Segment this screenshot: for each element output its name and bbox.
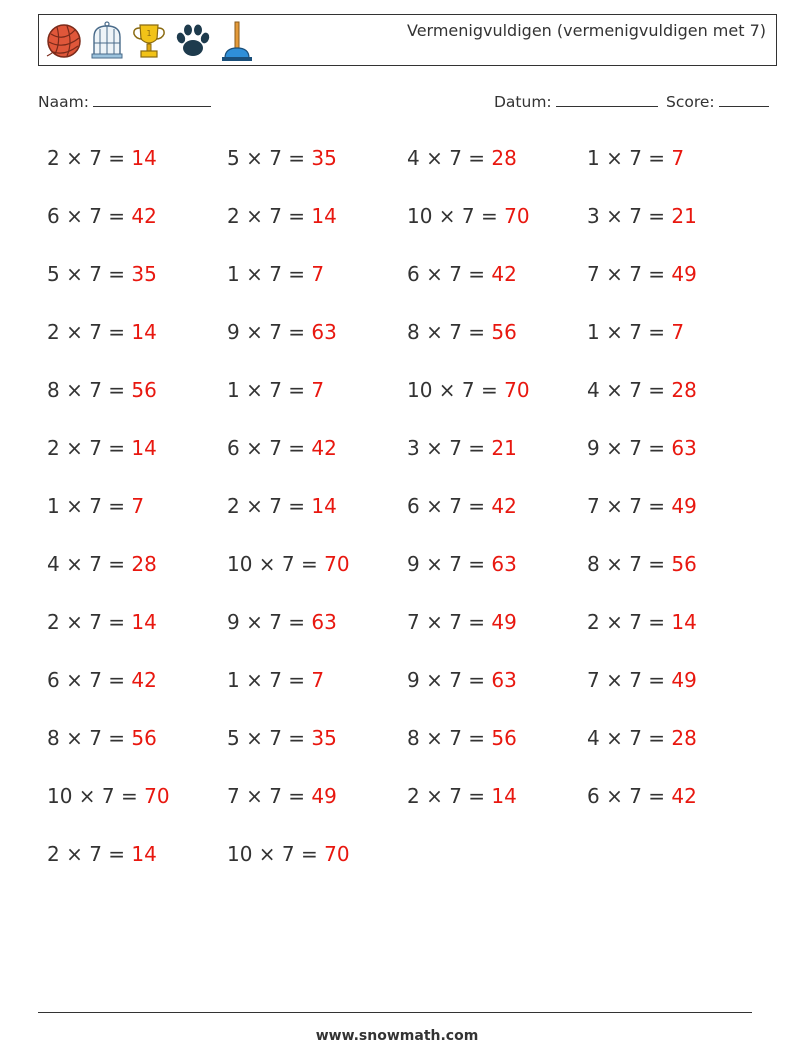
problem-question: 10 × 7 =	[227, 552, 325, 576]
problem-answer: 14	[131, 610, 157, 634]
name-field	[38, 92, 211, 111]
problem-answer: 70	[144, 784, 170, 808]
problem-item	[407, 320, 517, 344]
date-field	[494, 92, 658, 111]
problem-question: 7 × 7 =	[227, 784, 312, 808]
problem-answer: 28	[671, 378, 697, 402]
problem-question: 6 × 7 =	[227, 436, 312, 460]
problem-item	[587, 436, 697, 460]
problem-answer: 63	[311, 610, 337, 634]
problem-answer: 14	[131, 842, 157, 866]
problem-question: 2 × 7 =	[47, 146, 132, 170]
trophy-icon	[131, 21, 167, 61]
problem-item	[227, 204, 337, 228]
problem-item	[227, 842, 350, 866]
date-blank	[556, 92, 658, 107]
problem-answer: 49	[491, 610, 517, 634]
worksheet-title: Vermenigvuldigen (vermenigvuldigen met 7)	[406, 21, 766, 40]
birdcage-icon	[89, 21, 125, 61]
problem-answer: 49	[311, 784, 337, 808]
problem-question: 2 × 7 =	[47, 610, 132, 634]
problem-question: 1 × 7 =	[227, 378, 312, 402]
problem-answer: 7	[131, 494, 145, 518]
yarn-ball-icon	[45, 22, 83, 60]
problem-item	[407, 378, 530, 402]
problem-item	[227, 436, 337, 460]
date-label: Datum:	[494, 93, 552, 111]
problem-question: 2 × 7 =	[47, 842, 132, 866]
problem-question: 9 × 7 =	[227, 610, 312, 634]
problem-item	[47, 378, 157, 402]
problem-item	[407, 552, 517, 576]
problem-question: 2 × 7 =	[587, 610, 672, 634]
problem-question: 2 × 7 =	[407, 784, 492, 808]
problem-question: 1 × 7 =	[587, 146, 672, 170]
problem-answer: 14	[671, 610, 697, 634]
problem-question: 5 × 7 =	[227, 726, 312, 750]
problem-item	[407, 784, 517, 808]
problem-answer: 49	[671, 668, 697, 692]
problem-answer: 7	[671, 146, 685, 170]
problem-answer: 14	[491, 784, 517, 808]
paw-print-icon	[173, 21, 213, 61]
problem-answer: 21	[671, 204, 697, 228]
problem-item	[587, 204, 697, 228]
problem-question: 1 × 7 =	[587, 320, 672, 344]
problem-item	[587, 494, 697, 518]
score-label: Score:	[666, 93, 715, 111]
problem-answer: 28	[131, 552, 157, 576]
problem-question: 9 × 7 =	[227, 320, 312, 344]
problem-item	[47, 146, 157, 170]
problem-answer: 63	[311, 320, 337, 344]
problem-item	[587, 320, 684, 344]
problem-question: 8 × 7 =	[407, 320, 492, 344]
problem-item	[587, 146, 684, 170]
problem-item	[407, 668, 517, 692]
problem-question: 6 × 7 =	[407, 494, 492, 518]
worksheet-header	[38, 14, 777, 66]
problem-answer: 42	[671, 784, 697, 808]
problem-question: 3 × 7 =	[587, 204, 672, 228]
problem-item	[47, 668, 157, 692]
problem-answer: 35	[131, 262, 157, 286]
problem-item	[47, 784, 170, 808]
problem-answer: 7	[311, 262, 325, 286]
problem-question: 7 × 7 =	[587, 262, 672, 286]
problem-question: 9 × 7 =	[587, 436, 672, 460]
problem-question: 8 × 7 =	[47, 726, 132, 750]
footer-url: www.snowmath.com	[315, 1028, 479, 1044]
score-field	[666, 92, 769, 111]
header-icons	[45, 19, 255, 63]
problem-question: 10 × 7 =	[227, 842, 325, 866]
problem-answer: 7	[671, 320, 685, 344]
problem-answer: 14	[131, 436, 157, 460]
problem-item	[227, 668, 324, 692]
problem-answer: 42	[131, 668, 157, 692]
problem-item	[227, 552, 350, 576]
problem-question: 4 × 7 =	[47, 552, 132, 576]
problem-item	[47, 262, 157, 286]
problem-question: 4 × 7 =	[587, 726, 672, 750]
problem-question: 6 × 7 =	[587, 784, 672, 808]
problem-item	[227, 726, 337, 750]
problem-question: 7 × 7 =	[407, 610, 492, 634]
problem-item	[227, 494, 337, 518]
problem-answer: 14	[131, 146, 157, 170]
problem-answer: 70	[324, 552, 350, 576]
problem-item	[227, 146, 337, 170]
problem-item	[47, 552, 157, 576]
problem-item	[587, 784, 697, 808]
problem-item	[407, 436, 517, 460]
problem-question: 2 × 7 =	[47, 320, 132, 344]
problem-item	[47, 436, 157, 460]
problem-answer: 35	[311, 726, 337, 750]
problem-item	[47, 204, 157, 228]
name-blank	[93, 92, 211, 107]
problem-answer: 28	[491, 146, 517, 170]
problem-answer: 49	[671, 262, 697, 286]
problem-answer: 63	[491, 552, 517, 576]
plunger-icon	[219, 20, 255, 62]
problem-question: 1 × 7 =	[227, 262, 312, 286]
problem-question: 2 × 7 =	[227, 494, 312, 518]
problem-answer: 56	[491, 726, 517, 750]
problem-item	[407, 610, 517, 634]
problem-question: 9 × 7 =	[407, 668, 492, 692]
problem-item	[407, 146, 517, 170]
problem-answer: 35	[311, 146, 337, 170]
problem-item	[587, 610, 697, 634]
svg-text:1: 1	[146, 29, 152, 38]
problem-question: 8 × 7 =	[47, 378, 132, 402]
problem-question: 6 × 7 =	[47, 204, 132, 228]
problem-question: 4 × 7 =	[407, 146, 492, 170]
problem-answer: 70	[324, 842, 350, 866]
problem-question: 1 × 7 =	[227, 668, 312, 692]
problem-answer: 14	[131, 320, 157, 344]
problem-answer: 63	[491, 668, 517, 692]
problem-item	[227, 610, 337, 634]
problem-item	[227, 784, 337, 808]
problem-question: 7 × 7 =	[587, 494, 672, 518]
problem-question: 8 × 7 =	[587, 552, 672, 576]
problem-answer: 56	[671, 552, 697, 576]
problem-question: 10 × 7 =	[47, 784, 145, 808]
problem-answer: 70	[504, 204, 530, 228]
problem-item	[227, 378, 324, 402]
problem-item	[407, 262, 517, 286]
problem-answer: 14	[311, 494, 337, 518]
score-blank	[719, 92, 769, 107]
problem-question: 5 × 7 =	[47, 262, 132, 286]
problem-item	[47, 726, 157, 750]
problem-answer: 42	[491, 494, 517, 518]
problem-item	[47, 494, 144, 518]
problem-item	[407, 726, 517, 750]
problem-item	[47, 320, 157, 344]
name-label: Naam:	[38, 93, 89, 111]
problem-question: 10 × 7 =	[407, 378, 505, 402]
problem-answer: 63	[671, 436, 697, 460]
problem-question: 7 × 7 =	[587, 668, 672, 692]
problem-item	[587, 262, 697, 286]
problem-question: 1 × 7 =	[47, 494, 132, 518]
problem-item	[587, 378, 697, 402]
problem-question: 3 × 7 =	[407, 436, 492, 460]
problem-answer: 42	[311, 436, 337, 460]
problem-item	[587, 726, 697, 750]
problem-question: 6 × 7 =	[47, 668, 132, 692]
problem-item	[227, 262, 324, 286]
problem-answer: 21	[491, 436, 517, 460]
problem-answer: 56	[131, 378, 157, 402]
problem-item	[47, 610, 157, 634]
problem-question: 10 × 7 =	[407, 204, 505, 228]
problem-answer: 56	[131, 726, 157, 750]
problem-question: 8 × 7 =	[407, 726, 492, 750]
problem-answer: 7	[311, 378, 325, 402]
problem-question: 4 × 7 =	[587, 378, 672, 402]
problem-answer: 7	[311, 668, 325, 692]
problem-question: 5 × 7 =	[227, 146, 312, 170]
problem-question: 6 × 7 =	[407, 262, 492, 286]
problem-question: 9 × 7 =	[407, 552, 492, 576]
problem-answer: 28	[671, 726, 697, 750]
problem-answer: 42	[131, 204, 157, 228]
problem-item	[407, 494, 517, 518]
problem-item	[227, 320, 337, 344]
problem-item	[407, 204, 530, 228]
problem-answer: 49	[671, 494, 697, 518]
problem-item	[587, 668, 697, 692]
problem-question: 2 × 7 =	[227, 204, 312, 228]
problem-answer: 42	[491, 262, 517, 286]
problem-item	[47, 842, 157, 866]
problem-item	[587, 552, 697, 576]
problem-answer: 70	[504, 378, 530, 402]
footer-divider	[38, 1012, 752, 1013]
problem-answer: 56	[491, 320, 517, 344]
problem-question: 2 × 7 =	[47, 436, 132, 460]
problem-answer: 14	[311, 204, 337, 228]
